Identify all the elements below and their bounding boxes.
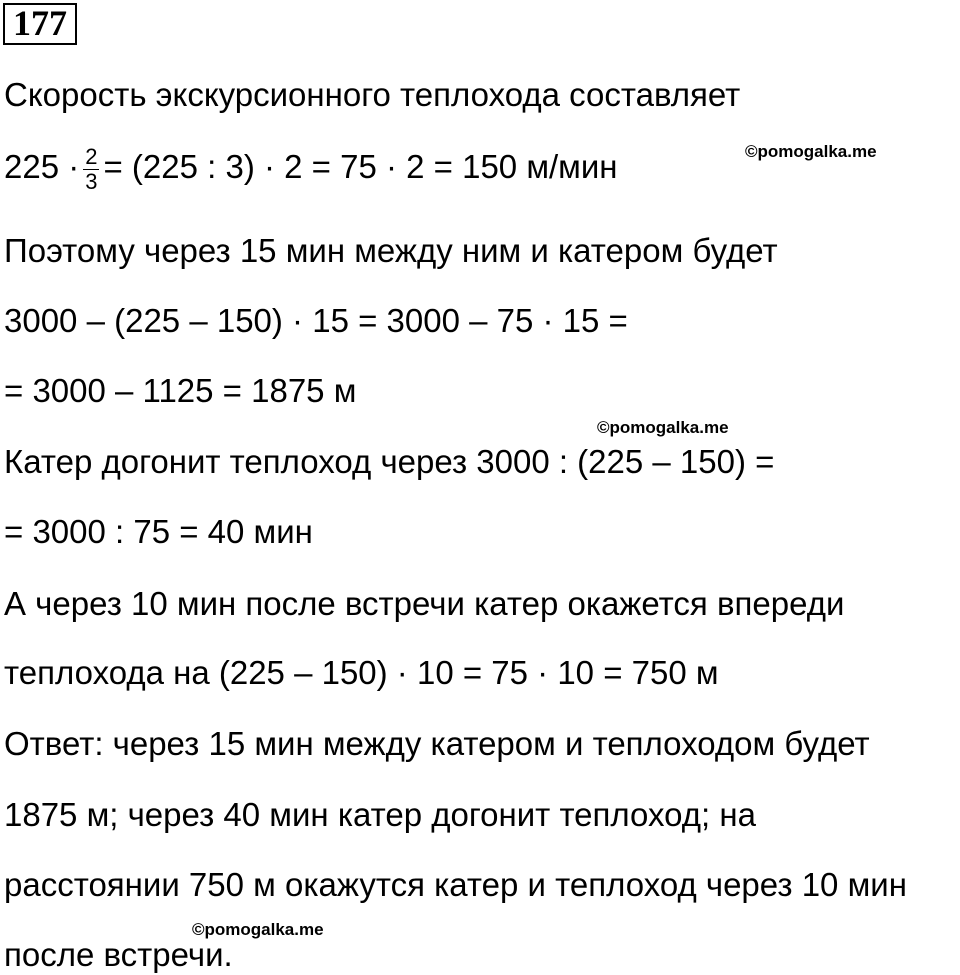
text-line-10: Ответ: через 15 мин между катером и теплоходом будет <box>4 725 870 762</box>
formula-line <box>4 146 618 193</box>
text-line-9: теплохода на (225 – 150) · 10 = 75 · 10 = 750 м <box>4 654 719 691</box>
problem-number: 177 <box>3 3 77 45</box>
fraction-numerator: 2 <box>85 144 98 169</box>
text-line-1: Скорость экскурсионного теплохода составляет <box>4 76 741 113</box>
text-line-12: расстоянии 750 м окажутся катер и теплоход через 10 мин <box>4 866 907 903</box>
text-line-5: = 3000 – 1125 = 1875 м <box>4 372 357 409</box>
watermark-3: ©pomogalka.me <box>192 920 324 939</box>
text-line-4: 3000 – (225 – 150) · 15 = 3000 – 75 · 15 = <box>4 302 628 339</box>
text-line-6: Катер догонит теплоход через 3000 : (225 – 150) = <box>4 443 775 480</box>
fraction <box>83 146 99 193</box>
formula-lead: 225 · <box>4 148 80 186</box>
formula-rest: = (225 : 3) · 2 = 75 · 2 = 150 м/мин <box>103 148 618 186</box>
watermark-1: ©pomogalka.me <box>745 142 877 161</box>
watermark-2: ©pomogalka.me <box>597 418 729 437</box>
text-line-8: А через 10 мин после встречи катер окажется впереди <box>4 585 845 622</box>
text-line-13: после встречи. <box>4 936 233 973</box>
text-line-7: = 3000 : 75 = 40 мин <box>4 513 313 550</box>
text-line-3: Поэтому через 15 мин между ним и катером будет <box>4 232 778 269</box>
text-line-11: 1875 м; через 40 мин катер догонит теплоход; на <box>4 796 756 833</box>
fraction-denominator: 3 <box>85 169 98 194</box>
